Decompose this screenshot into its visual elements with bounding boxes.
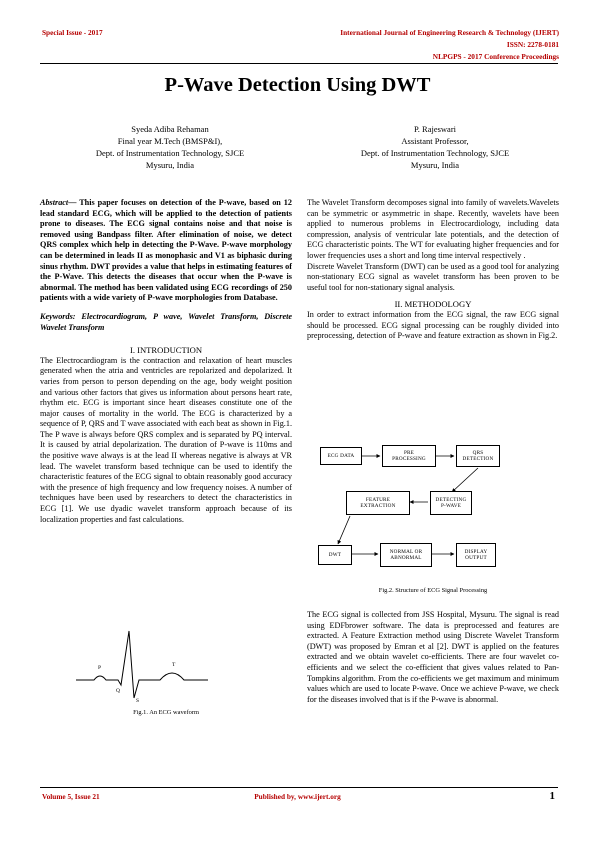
- display-output-box: DISPLAY OUTPUT: [456, 543, 496, 567]
- author-role: Assistant Professor,: [401, 136, 469, 146]
- s-wave-label: S: [136, 698, 140, 703]
- footer-volume: Volume 5, Issue 21: [42, 792, 100, 801]
- pre-processing-box: PRE PROCESSING: [382, 445, 436, 467]
- ecg-waveform-figure: [72, 628, 212, 703]
- author-role: Final year M.Tech (BMSP&I),: [117, 136, 223, 146]
- author-block-1: [40, 123, 300, 171]
- normal-abnormal-box: NORMAL OR ABNORMAL: [380, 543, 432, 567]
- wavelet-paragraph: The Wavelet Transform decomposes signal into family of wavelets.Wavelets can be symmetric or asymmetric in shape. Recently, wavelets have been applied to numerous problems in Electrocardiology, including data compression, analysis of ventricular late potentials, and the detection of ECG characteristic points. The WT for evaluating higher frequencies and for lower frequencies uses a short and long time interval respectively .: [307, 198, 559, 260]
- right-column-bottom: [307, 610, 559, 705]
- author-city: Mysuru, India: [410, 160, 460, 170]
- header-issn: ISSN: 2278-0181: [506, 40, 559, 49]
- dwt-paragraph: Discrete Wavelet Transform (DWT) can be used as a good tool for analyzing non-stationary ECG signal as wavelet transform has been proven to be useful tool for non-stationary signal analysis.: [307, 261, 559, 292]
- header-conference: NLPGPS - 2017 Conference Proceedings: [432, 52, 559, 61]
- page-number: 1: [549, 790, 555, 802]
- feature-extraction-box: FEATURE EXTRACTION: [346, 491, 410, 515]
- header-special-issue: Special Issue - 2017: [42, 28, 103, 37]
- author-name: P. Rajeswari: [413, 124, 457, 134]
- detecting-p-wave-box: DETECTING P-WAVE: [430, 491, 472, 515]
- paper-title: P-Wave Detection Using DWT: [164, 74, 431, 96]
- dwt-box: DWT: [318, 545, 352, 565]
- abstract: [40, 198, 292, 304]
- author-dept: Dept. of Instrumentation Technology, SJCE: [360, 148, 510, 158]
- ecg-data-box: ECG DATA: [320, 447, 362, 465]
- footer-rule: [40, 787, 558, 788]
- ecg-trace: [76, 631, 208, 698]
- keywords-label: Keywords:: [40, 311, 76, 321]
- keywords-text: Electrocardiogram, P wave, Wavelet Transform, Discrete Wavelet Transform: [40, 311, 292, 332]
- abstract-text: — This paper focuses on detection of the P-wave, based on 12 lead standard ECG, which will be applied to the detection of patients prone to diseases. The ECG signal contains noise and that noise is removed using Bandpass filter. After elimination of noise, we detect QRS complex which help in detecting the P-Wave. P-wave morphology can be determined in leads II as monophasic and V1 as biphasic during sinus rhythm. DWT provides a value that helps in estimating features of the P-Wave. This detects the diseases that occur when the P-wave is abnormal. The method has been validated using ECG recordings of 250 patients with a wide variety of P-wave morphologies from Database.: [40, 198, 292, 303]
- author-city: Mysuru, India: [145, 160, 195, 170]
- keywords: [40, 312, 292, 333]
- footer-published: Published by, www.ijert.org: [254, 792, 341, 801]
- header-journal: International Journal of Engineering Research & Technology (IJERT): [340, 28, 559, 37]
- fig2-caption: Fig.2. Structure of ECG Signal Processing: [378, 587, 488, 594]
- header-rule: [40, 63, 558, 64]
- p-wave-label: P: [98, 665, 102, 671]
- author-dept: Dept. of Instrumentation Technology, SJCE: [95, 148, 245, 158]
- right-column-top: [307, 198, 559, 342]
- methodology-heading: II. METHODOLOGY: [394, 299, 472, 310]
- methodology-paragraph: In order to extract information from the ECG signal, the raw ECG signal should be processed. ECG signal processing can be roughly divided into preprocessing, detection of P-wave and feature extraction as shown in Fig.2.: [307, 309, 559, 341]
- left-column: [40, 198, 292, 525]
- author-name: Syeda Adiba Rehaman: [131, 124, 209, 134]
- intro-text: The Electrocardiogram is the contraction and relaxation of heart muscles generated when the atria and ventricles are repolarized and depolarized. It varies from person to person depending on the age, body weight position and various other factors that gives us information about persons heart rate, rhythm etc. ECG is important since heart diseases constitute one of the major causes of mortality in the world. The ECG is characterized by a sequence of P, QRS and T wave associated with each beat as shown in Fig.1. The P wave is always before QRS complex and is separated by PQ interval. It is caused by atrial depolarization. The duration of P-wave is 110ms and the positive wave always is at the lead II whereas negative is always at VR lead. The wavelet transform based technique can be used to identify the characteristic features of the ECG signal to obtain reasonably good accuracy with the presence of high frequency and low frequency noises. A number of techniques have been used by researchers to detect the characteristics in ECG [1]. We use dyadic wavelet transform approach because of its localization properties and fast calculations.: [40, 355, 292, 524]
- fig2-block-diagram: [312, 436, 552, 581]
- q-wave-label: Q: [116, 688, 120, 694]
- fig1-caption: Fig.1. An ECG waveform: [133, 709, 199, 716]
- author-block-2: [305, 123, 565, 171]
- qrs-detection-box: QRS DETECTION: [456, 445, 500, 467]
- abstract-label: Abstract: [40, 198, 69, 207]
- intro-heading: I. INTRODUCTION: [129, 345, 203, 356]
- t-wave-label: T: [172, 662, 176, 668]
- data-collection-paragraph: The ECG signal is collected from JSS Hospital, Mysuru. The signal is read using EDFbrower software. The data is preprocessed and features are extracted. A Feature Extraction method using Discrete Wavelet Transform (DWT) was proposed by Emran et al [2]. DWT is applied on the features extracted and we obtain wavelet co-efficients. There are four wavelet co-efficients and we select the co-efficient that gives values related to Pan-Tompkins algorithm. From the co-efficients we get maximum and minimum values which are used to locate P-wave. Once we achieve P-wave, we check for the diseases involved that is if the P-wave is abnormal.: [307, 610, 559, 704]
